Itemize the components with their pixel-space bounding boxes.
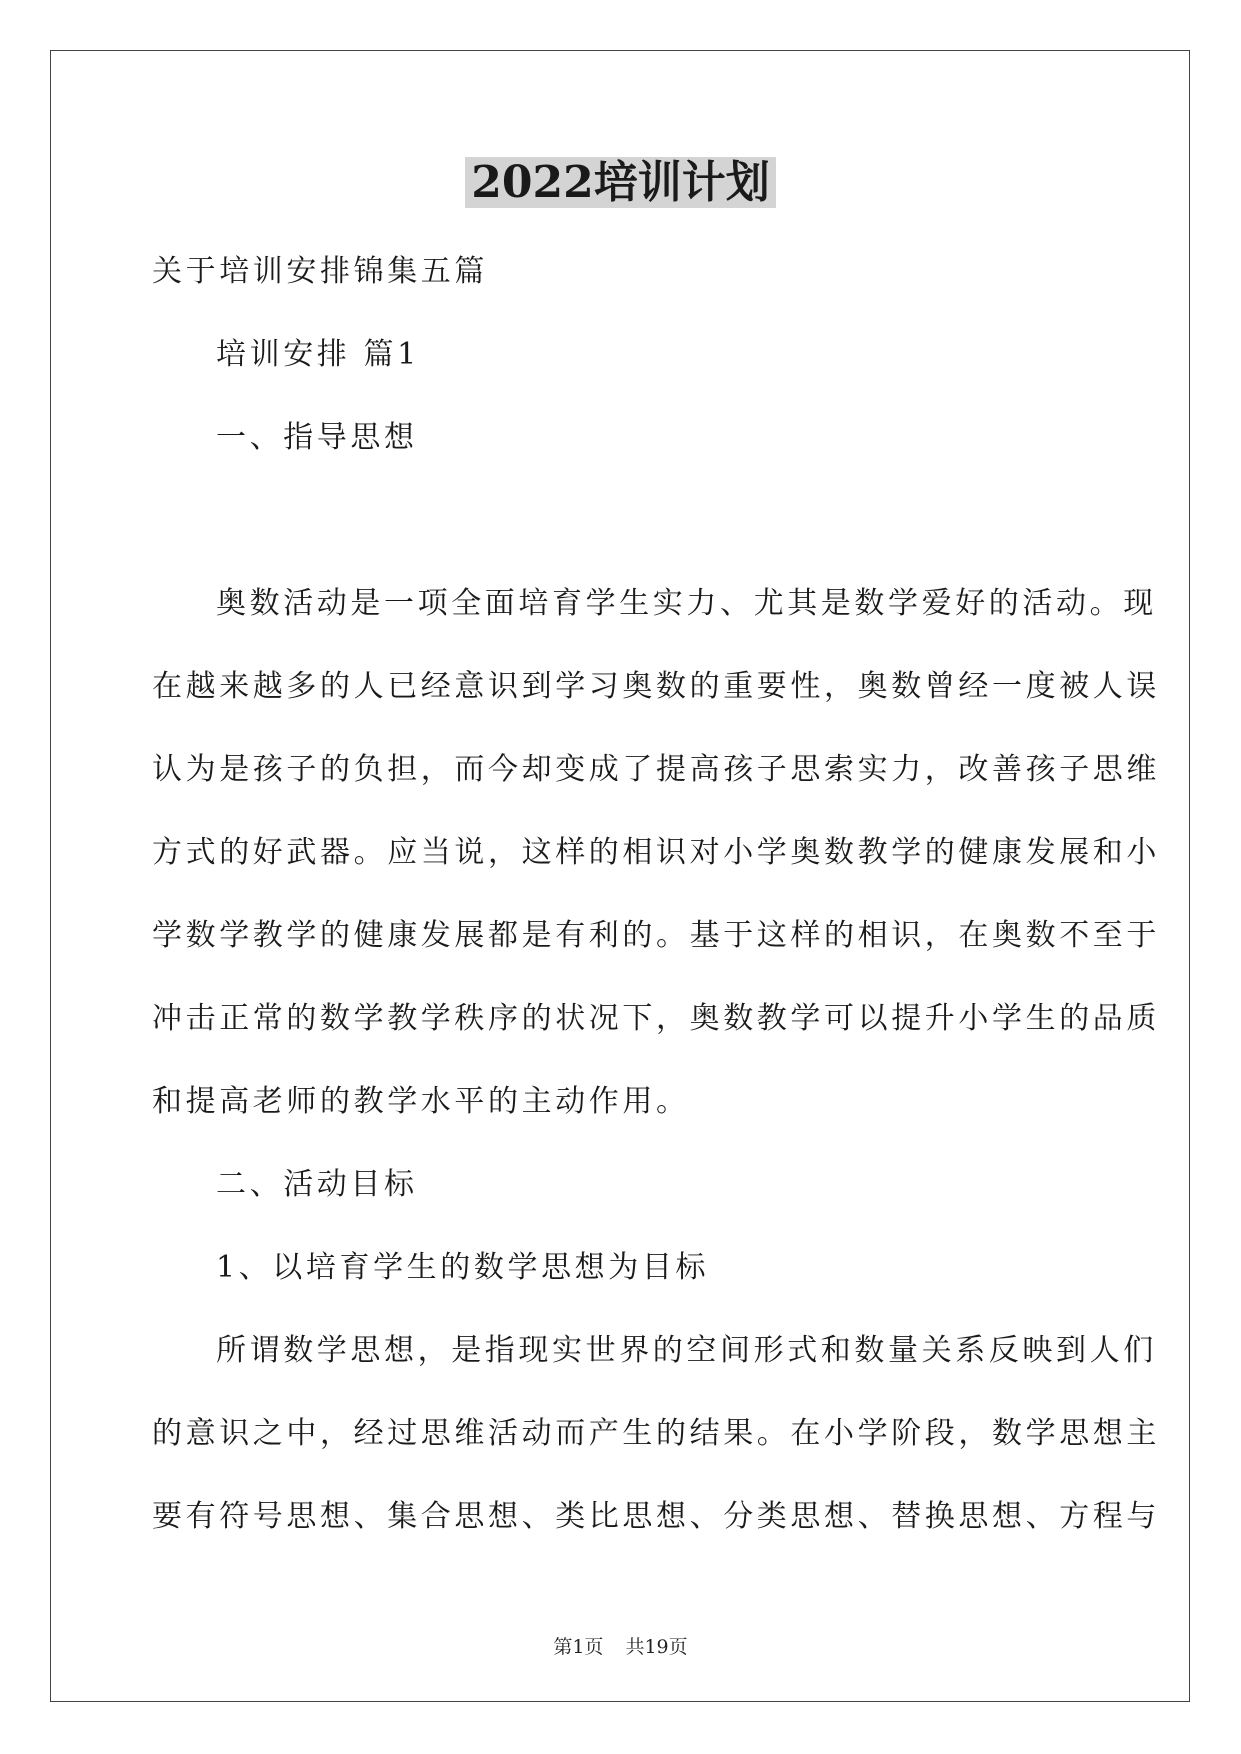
section-heading: 培训安排 篇1 xyxy=(216,337,420,372)
paragraph-line: 所谓数学思想，是指现实世界的空间形式和数量关系反映到人们 xyxy=(216,1333,1157,1368)
paragraph-line: 的意识之中，经过思维活动而产生的结果。在小学阶段，数学思想主 xyxy=(152,1416,1160,1451)
paragraph-line: 奥数活动是一项全面培育学生实力、尤其是数学爱好的活动。现 xyxy=(216,586,1157,621)
blank-line xyxy=(152,479,1092,562)
heading-activity-goals: 二、活动目标 xyxy=(216,1167,418,1202)
paragraph-line: 学数学教学的健康发展都是有利的。基于这样的相识，在奥数不至于 xyxy=(152,918,1160,953)
document-title-text: 2022培训计划 xyxy=(465,157,775,208)
document-subtitle: 关于培训安排锦集五篇 xyxy=(152,254,488,289)
paragraph-line: 在越来越多的人已经意识到学习奥数的重要性，奥数曾经一度被人误 xyxy=(152,669,1160,704)
page-number: 第1页 xyxy=(553,1636,604,1658)
paragraph-line: 要有符号思想、集合思想、类比思想、分类思想、替换思想、方程与 xyxy=(152,1499,1160,1534)
document-title xyxy=(0,155,1241,211)
paragraph-line: 和提高老师的教学水平的主动作用。 xyxy=(152,1084,690,1119)
heading-guiding-ideology: 一、指导思想 xyxy=(216,420,418,455)
document-body xyxy=(152,230,1160,1558)
paragraph-line: 方式的好武器。应当说，这样的相识对小学奥数教学的健康发展和小 xyxy=(152,835,1160,870)
page-footer xyxy=(0,1632,1241,1659)
paragraph-line: 认为是孩子的负担，而今却变成了提高孩子思索实力，改善孩子思维 xyxy=(152,752,1160,787)
subheading-math-thinking: 1、以培育学生的数学思想为目标 xyxy=(216,1250,710,1285)
page-total: 共19页 xyxy=(625,1636,688,1658)
paragraph-line: 冲击正常的数学教学秩序的状况下，奥数教学可以提升小学生的品质 xyxy=(152,1001,1160,1036)
